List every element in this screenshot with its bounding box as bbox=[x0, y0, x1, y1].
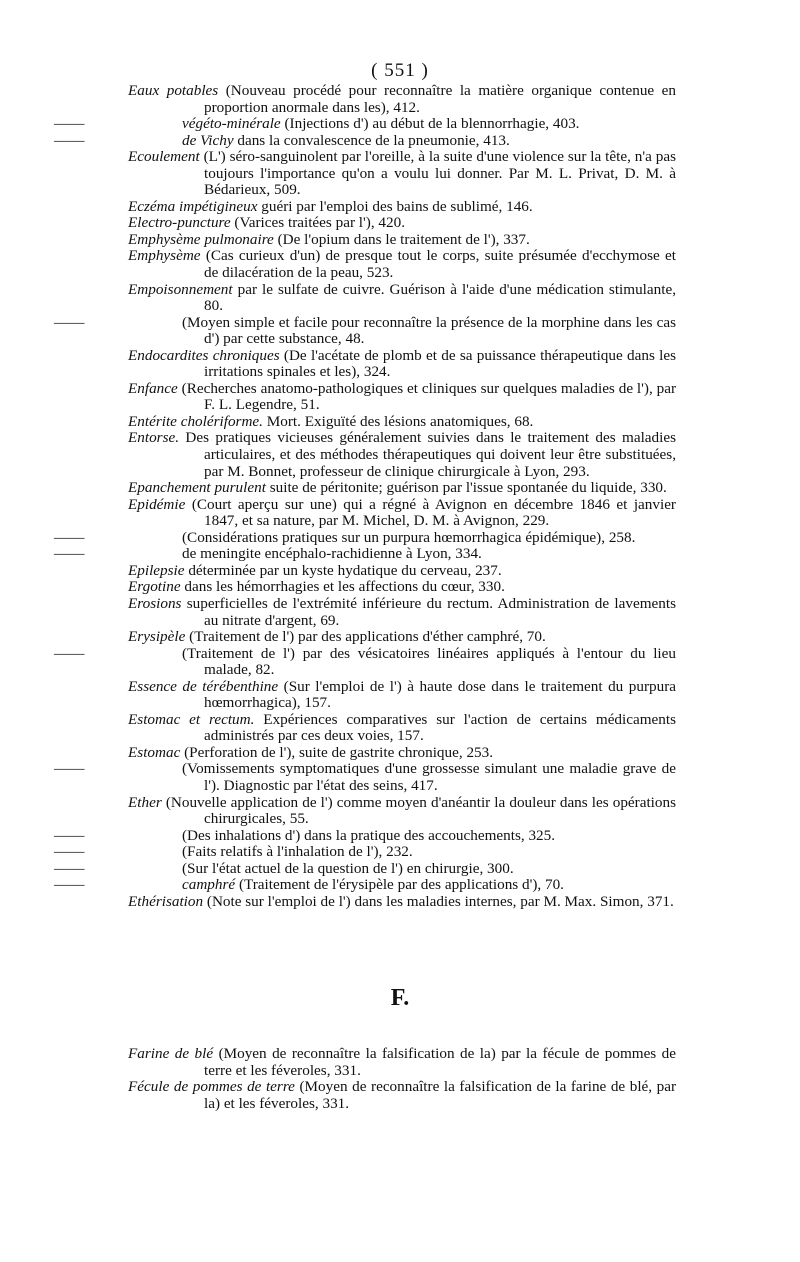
entry-heading: Emphysème bbox=[128, 247, 201, 265]
entry-text: (Perforation de l'), suite de gastrite chronique, 253. bbox=[184, 743, 494, 761]
index-entry bbox=[54, 826, 676, 845]
index-entry bbox=[128, 430, 676, 480]
entry-text: Mort. Exiguïté des lésions anatomiques, 68. bbox=[266, 412, 534, 430]
entry-text: (Des inhalations d') dans la pratique des accouchements, 325. bbox=[182, 826, 556, 844]
index-entry bbox=[54, 859, 676, 878]
entry-heading: Epilepsie bbox=[128, 561, 185, 579]
entry-heading: Entorse. bbox=[128, 429, 180, 447]
index-section-f bbox=[128, 1046, 676, 1112]
entry-text: de meningite encéphalo-rachidienne à Lyon, 334. bbox=[182, 545, 482, 563]
entry-heading: Farine de blé bbox=[128, 1045, 214, 1062]
index-entry bbox=[54, 313, 676, 348]
entry-heading: Eczéma impétigineux bbox=[128, 197, 258, 215]
index-entry bbox=[128, 348, 676, 381]
index-entry bbox=[128, 248, 676, 281]
entry-heading: de Vichy bbox=[182, 131, 234, 149]
entry-text: (Moyen simple et facile pour reconnaître la présence de la morphine dans les cas d') par cette substance, 48. bbox=[182, 313, 676, 348]
index-entry bbox=[128, 497, 676, 530]
entry-text: (Traitement de l') par des applications d'éther camphré, 70. bbox=[189, 628, 546, 646]
index-entry bbox=[128, 149, 676, 199]
entry-text: (Cas curieux d'un) de presque tout le corps, suite présumée d'ecchymose et de dilacération de la peau, 523. bbox=[204, 247, 677, 282]
entry-text: (De l'opium dans le traitement de l'), 337. bbox=[277, 230, 530, 248]
index-entry bbox=[128, 1046, 676, 1079]
index-entry bbox=[54, 115, 676, 133]
entry-heading: végéto-minérale bbox=[182, 115, 281, 133]
ditto-dash: —— bbox=[54, 545, 85, 563]
entry-text: déterminée par un kyste hydatique du cerveau, 237. bbox=[188, 561, 502, 579]
index-section-e bbox=[54, 82, 677, 910]
entry-heading: Ergotine bbox=[128, 578, 181, 596]
entry-heading: Entérite cholériforme. bbox=[128, 412, 263, 430]
entry-heading: Ethérisation bbox=[128, 892, 204, 910]
entry-text: (Recherches anatomo-pathologiques et cliniques sur quelques maladies de l'), par F. L. Legendre, 51. bbox=[181, 379, 677, 414]
index-entry bbox=[54, 545, 676, 563]
index-entry bbox=[128, 1079, 676, 1112]
entry-text: (Considérations pratiques sur un purpura hœmorrhagica épidémique), 258. bbox=[182, 528, 636, 546]
entry-text: (Moyen de reconnaître la falsification de la farine de blé, par la) et les féveroles, 331. bbox=[204, 1078, 677, 1112]
entry-heading: Epidémie bbox=[128, 495, 186, 513]
entry-text: (L') séro-sanguinolent par l'oreille, à la suite d'une violence sur la tête, n'a pas toujours l'importance qu'on a voulu lui donner. Par M. L. Privat, D. M. à Bédarieux, 509. bbox=[203, 148, 677, 199]
entry-heading: Endocardites chroniques bbox=[128, 346, 280, 364]
entry-heading: Electro-puncture bbox=[128, 214, 231, 232]
entry-text: Expériences comparatives sur l'action de certains médicaments administrés par ces deux voies, 157. bbox=[204, 710, 677, 745]
index-entry bbox=[128, 414, 676, 431]
entry-heading: Enfance bbox=[128, 379, 178, 397]
entry-heading: Estomac bbox=[128, 743, 181, 761]
entry-text: (Traitement de l') par des vésicatoires linéaires appliqués à l'entour du lieu malade, 82. bbox=[182, 644, 676, 679]
index-entry bbox=[54, 843, 676, 861]
entry-text: (Traitement de l'érysipèle par des applications d'), 70. bbox=[238, 876, 564, 894]
entry-text: (Faits relatifs à l'inhalation de l'), 232. bbox=[182, 843, 413, 861]
index-entry bbox=[128, 712, 676, 745]
index-entry bbox=[128, 894, 676, 911]
entry-text: (Vomissements symptomatiques d'une grossesse simulant une maladie grave de l'). Diagnostic par l'état des seins, 417. bbox=[182, 760, 676, 794]
section-letter-heading: F. bbox=[390, 985, 410, 1011]
ditto-dash: —— bbox=[54, 843, 85, 861]
entry-heading: Ether bbox=[128, 793, 162, 811]
index-entry bbox=[128, 381, 676, 414]
entry-text: guéri par l'emploi des bains de sublimé, 146. bbox=[261, 197, 533, 215]
entry-text: (Note sur l'emploi de l') dans les maladies internes, par M. Max. Simon, 371. bbox=[206, 892, 674, 910]
ditto-dash: —— bbox=[54, 528, 85, 546]
entry-text: (Nouvelle application de l') comme moyen d'anéantir la douleur dans les opérations chirurgicales, 55. bbox=[165, 793, 677, 828]
index-entry bbox=[54, 528, 676, 547]
index-entry bbox=[128, 282, 676, 315]
entry-text: (De l'acétate de plomb et de sa puissance thérapeutique dans les irritations spinales et les), 324. bbox=[204, 346, 676, 381]
entry-text: (Varices traitées par l'), 420. bbox=[234, 214, 405, 232]
entry-heading: Emphysème pulmonaire bbox=[128, 230, 274, 248]
entry-heading: Essence de térébenthine bbox=[128, 677, 279, 695]
entry-heading: Fécule de pommes de terre bbox=[128, 1078, 295, 1096]
entry-text: superficielles de l'extrémité inférieure du rectum. Administration de lavements au nitrate d'argent, 69. bbox=[186, 594, 677, 629]
entry-heading: Eaux potables bbox=[128, 82, 219, 99]
index-entry bbox=[54, 644, 676, 679]
entry-text: suite de péritonite; guérison par l'issue spontanée du liquide, 330. bbox=[269, 479, 667, 497]
entry-text: (Court aperçu sur une) qui a régné à Avignon en décembre 1846 et janvier 1847, et sa nature, par M. Michel, D. M. à Avignon, 229. bbox=[191, 495, 676, 530]
ditto-dash: —— bbox=[54, 115, 85, 133]
entry-text: par le sulfate de cuivre. Guérison à l'aide d'une médication stimulante, 80. bbox=[204, 280, 676, 315]
entry-heading: Ecoulement bbox=[128, 148, 200, 166]
index-entry bbox=[128, 629, 676, 646]
entry-text: dans les hémorrhagies et les affections du cœur, 330. bbox=[184, 578, 505, 596]
entry-heading: Erysipèle bbox=[128, 628, 186, 646]
index-entry bbox=[128, 579, 676, 596]
page-number: ( 551 ) bbox=[371, 60, 429, 81]
index-entry bbox=[54, 876, 676, 894]
ditto-dash: —— bbox=[54, 876, 85, 894]
ditto-dash: —— bbox=[54, 760, 85, 778]
entry-heading: Empoisonnement bbox=[128, 280, 233, 298]
entry-text: dans la convalescence de la pneumonie, 413. bbox=[237, 131, 510, 149]
index-entry bbox=[128, 563, 676, 580]
index-entry bbox=[128, 745, 676, 762]
index-entry bbox=[128, 679, 676, 712]
entry-heading: Erosions bbox=[128, 594, 182, 612]
index-entry bbox=[128, 596, 676, 629]
index-entry bbox=[128, 232, 676, 249]
entry-heading: camphré bbox=[182, 876, 236, 894]
entry-text: (Injections d') au début de la blennorrhagie, 403. bbox=[284, 115, 580, 133]
index-entry bbox=[128, 480, 676, 497]
entry-text: (Sur l'état actuel de la question de l') en chirurgie, 300. bbox=[182, 859, 514, 877]
index-entry bbox=[128, 795, 676, 828]
entry-text: (Sur l'emploi de l') à haute dose dans le traitement du purpura hœmorrhagica), 157. bbox=[204, 677, 676, 712]
index-entry bbox=[54, 131, 676, 150]
index-entry bbox=[128, 199, 676, 216]
index-entry bbox=[128, 83, 676, 116]
ditto-dash: —— bbox=[54, 826, 85, 844]
ditto-dash: —— bbox=[54, 859, 85, 877]
ditto-dash: —— bbox=[54, 644, 85, 662]
entry-text: (Nouveau procédé pour reconnaître la matière organique contenue en proportion anormale dans les), 412. bbox=[204, 82, 676, 116]
entry-heading: Epanchement purulent bbox=[128, 479, 266, 497]
entry-heading: Estomac et rectum. bbox=[128, 710, 255, 728]
entry-text: Des pratiques vicieuses généralement suivies dans le traitement des maladies articulaires, et des méthodes thérapeutiques qui doivent leur être substituées, par M. Bonnet, professeur de clinique chirurgicale à Lyon, 293. bbox=[185, 429, 676, 480]
index-entry bbox=[54, 760, 676, 794]
entry-text: (Moyen de reconnaître la falsification de la) par la fécule de pommes de terre et les féveroles, 331. bbox=[204, 1045, 676, 1079]
ditto-dash: —— bbox=[54, 313, 85, 331]
index-entry bbox=[128, 215, 676, 232]
ditto-dash: —— bbox=[54, 131, 85, 149]
